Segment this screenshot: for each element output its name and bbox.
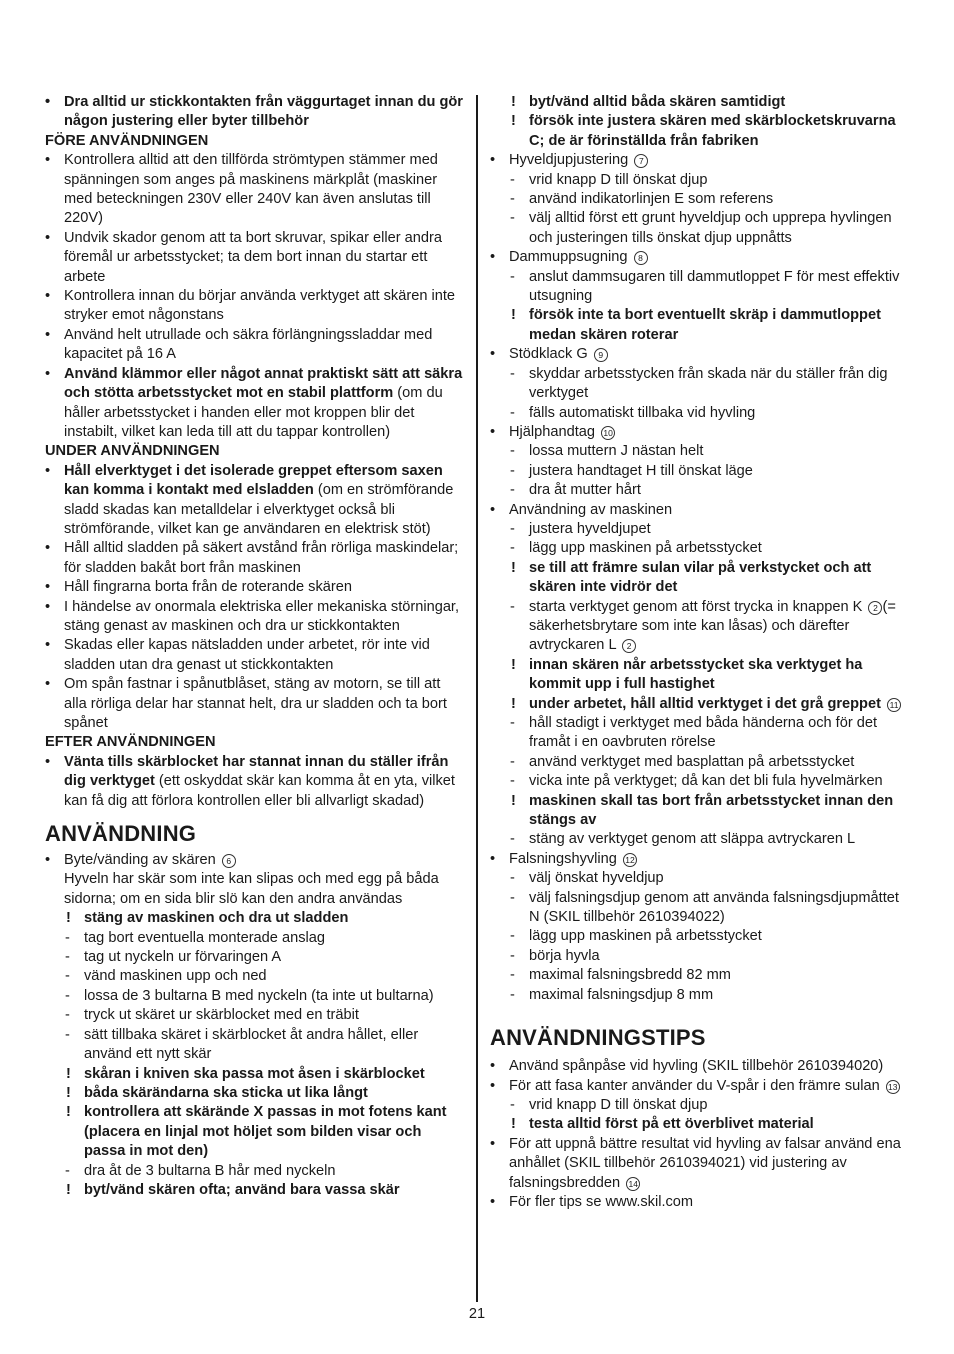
dash-item (45, 929, 463, 948)
dash-marker: - (65, 968, 70, 985)
excl-marker: ! (511, 113, 516, 130)
dash-item (490, 889, 910, 928)
bullet-item (490, 501, 910, 520)
bullet-marker: • (490, 850, 496, 867)
dash-item (490, 520, 910, 539)
dash-item (490, 869, 910, 888)
item-text: dra åt mutter hårt (529, 482, 641, 499)
item-text: lägg upp maskinen på arbetsstycket (529, 540, 762, 557)
warning-item (45, 909, 463, 928)
item-text: skåran i kniven ska passa mot åsen i skärblocket (84, 1065, 425, 1082)
item-text: dra åt de 3 bultarna B hår med nyckeln (84, 1162, 336, 1179)
warning-item (490, 1115, 910, 1134)
bullet-marker: • (45, 852, 51, 869)
item-text: lägg upp maskinen på arbetsstycket (529, 928, 762, 945)
warning-item (490, 792, 910, 831)
dash-item (490, 772, 910, 791)
item-text: håll stadigt i verktyget med båda händerna och för det framåt i en oavbruten rörelse (529, 715, 878, 751)
warning-item (45, 1181, 463, 1200)
item-text: stäng av verktyget genom att släppa avtryckaren L (529, 831, 856, 848)
bullet-item (45, 326, 463, 365)
warning-item (45, 1084, 463, 1103)
dash-item (45, 1006, 463, 1025)
bullet-marker: • (45, 753, 51, 770)
item-text: använd verktyget med basplattan på arbetsstycket (529, 753, 855, 770)
item-text: starta verktyget genom att först trycka in knappen K (529, 598, 867, 615)
dash-marker: - (65, 987, 70, 1004)
bullet-item (45, 287, 463, 326)
bullet-marker: • (490, 1058, 496, 1075)
item-text: välj falsningsdjup genom att använda falsningsdjupmåttet N (SKIL tillbehör 2610394022) (529, 889, 899, 926)
dash-item (45, 1162, 463, 1181)
item-text: justera hyveldjupet (529, 520, 651, 537)
item-text: försök inte ta bort eventuellt skräp i dammutloppet medan skären roterar (529, 307, 881, 343)
bullet-item (490, 850, 910, 869)
item-text-bold: Håll elverktyget i det isolerade greppet eftersom saxen kan komma i kontakt med elsladden (64, 462, 443, 499)
excl-marker: ! (66, 910, 71, 927)
bullet-item (490, 345, 910, 364)
dash-marker: - (510, 268, 515, 285)
item-text: välj önskat hyveldjup (529, 870, 664, 887)
figure-number-icon: 2 (622, 639, 636, 653)
item-text: vrid knapp D till önskat djup (529, 171, 708, 188)
item-text: Kontrollera innan du börjar använda verktyget att skären inte stryker emot någonstans (64, 288, 456, 324)
dash-marker: - (510, 462, 515, 479)
dash-item (490, 539, 910, 558)
dash-item (490, 365, 910, 404)
page-number: 21 (468, 1306, 486, 1322)
section-title: ANVÄNDNING (45, 821, 197, 847)
item-text: vicka inte på verktyget; då kan det bli fula hyvelmärken (529, 773, 883, 790)
item-text: fälls automatiskt tillbaka vid hyvling (529, 404, 756, 421)
item-text: Undvik skador genom att ta bort skruvar, spikar eller andra föremål ur arbetsstycket; ta dem bort innan du startar ett arbete (64, 229, 442, 285)
bullet-marker: • (490, 1135, 496, 1152)
excl-marker: ! (511, 656, 516, 673)
dash-marker: - (510, 773, 515, 790)
item-text: För att fasa kanter använder du V-spår i den främre sulan (509, 1077, 880, 1094)
item-text: försök inte justera skären med skärblocketskruvarna C; de är förinställda från fabriken (529, 113, 896, 149)
bullet-marker: • (45, 229, 51, 246)
dash-item (490, 404, 910, 423)
dash-marker: - (510, 753, 515, 770)
bullet-item (45, 636, 463, 675)
dash-item (490, 966, 910, 985)
item-text: Användning av maskinen (509, 501, 673, 518)
bullet-marker: • (45, 676, 51, 693)
bullet-item (45, 93, 463, 132)
excl-marker: ! (66, 1084, 71, 1101)
item-text: Dra alltid ur stickkontakten från väggurtaget innan du gör någon justering eller byter tillbehör (64, 94, 463, 130)
item-text: Använd spånpåse vid hyvling (SKIL tillbehör 2610394020) (509, 1058, 884, 1075)
bullet-item (45, 539, 463, 578)
dash-marker: - (510, 482, 515, 499)
item-text: innan skären når arbetsstycket ska verktyget ha kommit upp i full hastighet (529, 656, 863, 693)
figure-number-icon: 14 (626, 1177, 640, 1191)
dash-item (490, 481, 910, 500)
bullet-item (45, 598, 463, 637)
bullet-marker: • (490, 152, 496, 169)
item-text: stäng av maskinen och dra ut sladden (84, 910, 349, 927)
item-text: tryck ut skäret ur skärblocket med en träbit (84, 1007, 359, 1024)
dash-item (490, 986, 910, 1005)
item-text: testa alltid först på ett överblivet material (529, 1116, 814, 1133)
item-text: lossa muttern J nästan helt (529, 443, 704, 460)
figure-number-icon: 11 (887, 698, 901, 712)
item-text: Om spån fastnar i spånutblåset, stäng av motorn, se till att alla rörliga delar har stannat helt, dra ur sladden och ta bort spånet (64, 676, 447, 731)
item-text: se till att främre sulan vilar på verkstycket och att skären inte vidrör det (529, 559, 872, 596)
dash-marker: - (65, 1007, 70, 1024)
excl-marker: ! (511, 792, 516, 809)
bullet-marker: • (45, 365, 51, 382)
item-text: tag ut nyckeln ur förvaringen A (84, 949, 282, 966)
dash-item (490, 209, 910, 248)
section-heading: EFTER ANVÄNDNINGEN (45, 734, 216, 751)
warning-item (490, 306, 910, 345)
item-text-bold: Använd klämmor eller något annat praktiskt sätt att säkra och stötta arbetsstycket mot en stabil plattform (64, 365, 463, 402)
figure-number-icon: 8 (634, 251, 648, 265)
dash-marker: - (510, 365, 515, 382)
bullet-marker: • (45, 326, 51, 343)
section-title: ANVÄNDNINGSTIPS (490, 1025, 706, 1051)
item-text: Kontrollera alltid att den tillförda strömtypen stämmer med spänningen som anges på maskinens märkplåt (maskiner med beteckningen 230V eller 240V kan även anslutas till 220V) (64, 152, 438, 227)
item-text: vrid knapp D till önskat djup (529, 1096, 708, 1113)
dash-item (490, 171, 910, 190)
dash-item (490, 830, 910, 849)
dash-marker: - (65, 1162, 70, 1179)
bullet-marker: • (490, 423, 496, 440)
dash-item (490, 1096, 910, 1115)
item-text: Byte/vänding av skären (64, 852, 216, 869)
item-text: (om du håller arbetsstycket i handen eller mot kroppen blir det instabilt, vilket kan leda till att du tappar kontrollen) (64, 385, 443, 440)
item-text: För fler tips se www.skil.com (509, 1193, 694, 1210)
item-text: (om en strömförande sladd skadas kan metalldelar i elverktyget också bli strömförande, vilket kan ge användaren en elektrisk stöt) (64, 482, 454, 537)
item-text: maximal falsningsbredd 82 mm (529, 967, 731, 984)
item-text: anslut dammsugaren till dammutloppet F för mest effektiv utsugning (529, 268, 900, 305)
item-text: under arbetet, håll alltid verktyget i det grå greppet (529, 695, 881, 712)
excl-marker: ! (66, 1065, 71, 1082)
bullet-marker: • (490, 501, 496, 518)
dash-item (45, 1026, 463, 1065)
bullet-item (490, 1193, 910, 1212)
item-text: vänd maskinen upp och ned (84, 968, 267, 985)
item-text-bold: Vänta tills skärblocket har stannat innan du ställer ifrån dig verktyget (64, 753, 449, 790)
dash-item (490, 753, 910, 772)
bullet-item (490, 1077, 910, 1096)
figure-number-icon: 2 (868, 601, 882, 615)
dash-item (45, 948, 463, 967)
excl-marker: ! (511, 559, 516, 576)
dash-marker: - (510, 986, 515, 1003)
bullet-item (45, 851, 463, 870)
dash-marker: - (510, 1096, 515, 1113)
section-heading: UNDER ANVÄNDNINGEN (45, 443, 220, 460)
warning-item (490, 112, 910, 151)
bullet-item (490, 151, 910, 170)
bullet-marker: • (45, 540, 51, 557)
bullet-item (45, 675, 463, 733)
item-text: använd indikatorlinjen E som referens (529, 191, 774, 208)
dash-marker: - (510, 191, 515, 208)
item-text: skyddar arbetsstycken från skada när du ställer från dig verktyget (529, 365, 888, 402)
dash-item (490, 947, 910, 966)
dash-marker: - (65, 949, 70, 966)
item-text: (= säkerhetsbrytare som inte kan låsas) och därefter avtryckaren L (529, 598, 896, 654)
bullet-marker: • (490, 249, 496, 266)
dash-marker: - (510, 598, 515, 615)
dash-marker: - (510, 443, 515, 460)
item-text: välj alltid först ett grunt hyveldjup och upprepa hyvlingen och justeringen tills önskat djup uppnåtts (529, 210, 892, 246)
warning-item (45, 1065, 463, 1084)
item-text: sätt tillbaka skäret i skärblocket åt andra hållet, eller använd ett nytt skär (84, 1026, 419, 1063)
dash-marker: - (510, 967, 515, 984)
dash-marker: - (65, 1026, 70, 1043)
bullet-marker: • (45, 598, 51, 615)
item-text: Hyveldjupjustering (509, 152, 629, 169)
dash-marker: - (510, 520, 515, 537)
item-text: Hjälphandtag (509, 423, 596, 440)
dash-item (490, 927, 910, 946)
excl-marker: ! (511, 695, 516, 712)
warning-item (490, 695, 910, 714)
dash-item (490, 462, 910, 481)
bullet-marker: • (490, 346, 496, 363)
dash-item (490, 598, 910, 656)
warning-item (490, 93, 910, 112)
excl-marker: ! (511, 94, 516, 110)
figure-number-icon: 7 (634, 154, 648, 168)
item-text: maximal falsningsdjup 8 mm (529, 986, 714, 1003)
item-text: justera handtaget H till önskat läge (529, 462, 753, 479)
column-divider (476, 95, 478, 1302)
dash-marker: - (510, 715, 515, 731)
bullet-marker: • (45, 94, 51, 110)
figure-number-icon: 12 (623, 853, 637, 867)
excl-marker: ! (511, 307, 516, 324)
bullet-item (490, 248, 910, 267)
dash-marker: - (510, 928, 515, 945)
bullet-item (45, 462, 463, 540)
bullet-marker: • (45, 288, 51, 305)
item-text: byt/vänd skären ofta; använd bara vassa skär (84, 1181, 400, 1198)
excl-marker: ! (66, 1104, 71, 1121)
bullet-item (45, 365, 463, 443)
bullet-item (45, 151, 463, 229)
left-column (45, 93, 463, 1200)
paragraph (45, 870, 463, 909)
right-column (490, 93, 910, 1212)
item-text: Håll fingrarna borta från de roterande skären (64, 579, 352, 596)
dash-item (45, 987, 463, 1006)
dash-marker: - (510, 831, 515, 848)
bullet-item (490, 1135, 910, 1193)
item-text: Stödklack G (509, 346, 588, 363)
item-text: lossa de 3 bultarna B med nyckeln (ta inte ut bultarna) (84, 987, 434, 1004)
excl-marker: ! (66, 1181, 71, 1198)
warning-item (45, 1103, 463, 1161)
figure-number-icon: 9 (594, 348, 608, 362)
dash-item (490, 268, 910, 307)
dash-marker: - (510, 889, 515, 906)
dash-marker: - (65, 929, 70, 946)
bullet-item (45, 578, 463, 597)
item-text: båda skärändarna ska sticka ut lika långt (84, 1084, 368, 1101)
dash-item (490, 190, 910, 209)
figure-number-icon: 13 (886, 1080, 900, 1094)
section-heading: FÖRE ANVÄNDNINGEN (45, 132, 209, 149)
bullet-item (45, 753, 463, 811)
dash-marker: - (510, 404, 515, 421)
dash-marker: - (510, 540, 515, 557)
paragraph-text: Hyveln har skär som inte kan slipas och med egg på båda sidorna; om en sida blir slö kan den andra användas (64, 871, 439, 907)
bullet-marker: • (45, 462, 51, 479)
bullet-marker: • (45, 152, 51, 169)
item-text: I händelse av onormala elektriska eller mekaniska störningar, stäng genast av maskinen och dra ur stickkontakten (64, 598, 460, 634)
dash-marker: - (510, 171, 515, 188)
item-text: (ett oskyddat skär kan komma åt en yta, vilket kan få dig att förlora kontrollen eller bli allvarligt skadad) (64, 773, 455, 809)
dash-marker: - (510, 870, 515, 887)
dash-marker: - (510, 210, 515, 227)
item-text: byt/vänd alltid båda skären samtidigt (529, 94, 786, 110)
bullet-marker: • (45, 579, 51, 596)
item-text: Använd helt utrullade och säkra förlängningssladdar med kapacitet på 16 A (64, 326, 433, 363)
dash-item (490, 442, 910, 461)
item-text: tag bort eventuella monterade anslag (84, 929, 325, 946)
item-text: maskinen skall tas bort från arbetsstycket innan den stängs av (529, 792, 894, 829)
item-text: För att uppnå bättre resultat vid hyvling av falsar använd ena anhållet (SKIL tillbehör 2610394021) vid justering av falsningsbredden (509, 1135, 901, 1191)
bullet-item (490, 1057, 910, 1076)
bullet-marker: • (490, 1077, 496, 1094)
item-text: börja hyvla (529, 947, 600, 964)
bullet-marker: • (45, 637, 51, 654)
dash-marker: - (510, 947, 515, 964)
warning-item (490, 559, 910, 598)
dash-item (45, 967, 463, 986)
item-text: kontrollera att skärände X passas in mot fotens kant (placera en linjal mot höljet som bilden visar och passa in mot den) (84, 1104, 447, 1160)
item-text: Skadas eller kapas nätsladden under arbetet, rör inte vid sladden utan dra genast ut stickkontakten (64, 637, 430, 673)
item-text: Håll alltid sladden på säkert avstånd från rörliga maskindelar; för sladden bakåt bort från maskinen (64, 540, 459, 576)
figure-number-icon: 6 (222, 854, 236, 868)
figure-number-icon: 10 (601, 426, 615, 440)
excl-marker: ! (511, 1116, 516, 1133)
bullet-item (45, 229, 463, 287)
dash-item (490, 714, 910, 753)
item-text: Falsningshyvling (509, 850, 617, 867)
warning-item (490, 656, 910, 695)
item-text: Dammuppsugning (509, 249, 628, 266)
bullet-marker: • (490, 1193, 496, 1210)
bullet-item (490, 423, 910, 442)
